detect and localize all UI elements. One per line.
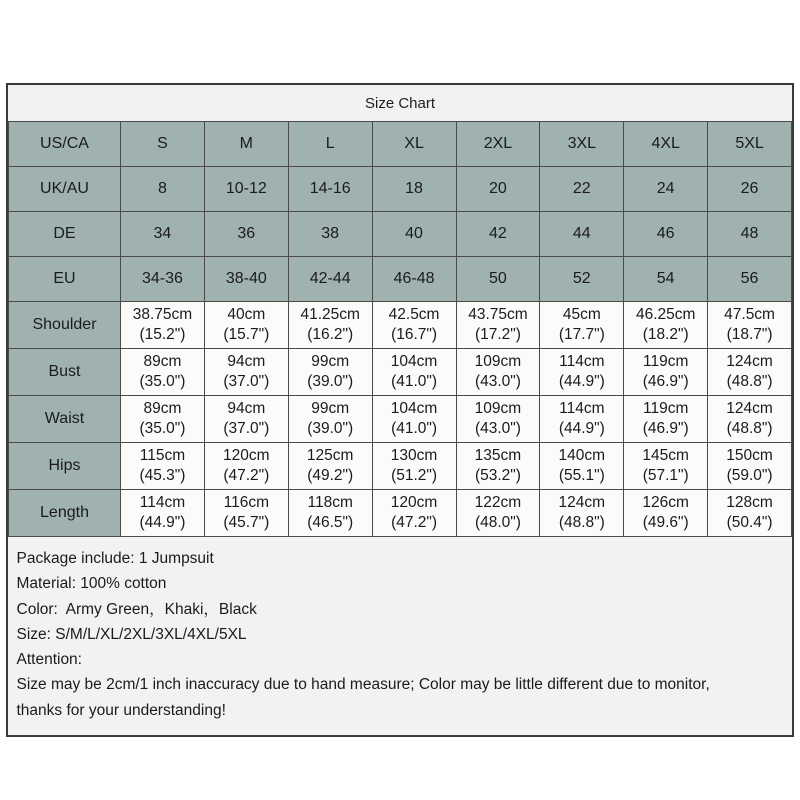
cell-shoulder-1-inch: (15.7")	[223, 326, 270, 343]
row-label-waist: Waist	[9, 396, 121, 443]
cell-shoulder-7-cm: 47.5cm	[724, 305, 775, 323]
cell-length-2	[288, 490, 372, 537]
cell-waist-3	[372, 396, 456, 443]
cell-waist-7-cm: 124cm	[726, 399, 773, 417]
cell-hips-5-inch: (55.1")	[558, 467, 605, 484]
cell-length-3-inch: (47.2")	[391, 514, 438, 531]
cell-bust-6-inch: (46.9")	[642, 373, 689, 390]
cell-hips-1-inch: (47.2")	[223, 467, 270, 484]
cell-de-2: 38	[288, 212, 372, 257]
size-chart-body	[9, 85, 792, 735]
cell-bust-3	[372, 349, 456, 396]
cell-eu-5: 52	[540, 257, 624, 302]
cell-bust-3-cm: 104cm	[390, 352, 438, 370]
table-row-hips	[9, 443, 792, 490]
cell-length-6-inch: (49.6")	[642, 514, 689, 531]
note-size: Size: S/M/L/XL/2XL/3XL/4XL/5XL	[16, 625, 247, 643]
cell-shoulder-6-inch: (18.2")	[642, 326, 689, 343]
note-package-include: Package include: 1 Jumpsuit	[16, 550, 214, 567]
cell-length-7-cm: 128cm	[726, 493, 773, 511]
cell-us-ca-1: M	[204, 122, 288, 167]
cell-us-ca-3: XL	[372, 122, 456, 167]
cell-eu-7: 56	[708, 257, 792, 302]
cell-us-ca-5: 3XL	[540, 122, 624, 167]
cell-bust-1-cm: 94cm	[227, 352, 266, 370]
cell-bust-6-cm: 119cm	[643, 352, 689, 370]
row-label-uk-au: UK/AU	[9, 167, 121, 212]
cell-hips-5	[540, 443, 624, 490]
cell-bust-4	[456, 349, 540, 396]
chart-title-row	[9, 85, 792, 122]
cell-de-0: 34	[121, 212, 205, 257]
cell-bust-4-cm: 109cm	[474, 352, 522, 370]
cell-bust-0-cm: 89cm	[143, 352, 182, 370]
cell-length-5-inch: (48.8")	[558, 514, 605, 531]
product-notes-row	[9, 537, 792, 735]
row-label-shoulder: Shoulder	[9, 302, 121, 349]
cell-eu-3: 46-48	[372, 257, 456, 302]
cell-bust-7-cm: 124cm	[726, 352, 773, 370]
cell-hips-3-cm: 130cm	[390, 446, 438, 464]
cell-shoulder-4	[456, 302, 540, 349]
cell-uk-au-3: 18	[372, 167, 456, 212]
row-label-hips: Hips	[9, 443, 121, 490]
cell-uk-au-5: 22	[540, 167, 624, 212]
cell-hips-7-cm: 150cm	[726, 446, 773, 464]
cell-uk-au-2: 14-16	[288, 167, 372, 212]
cell-length-0-inch: (44.9")	[139, 514, 186, 531]
cell-waist-5-cm: 114cm	[559, 399, 605, 417]
cell-hips-4-inch: (53.2")	[474, 467, 521, 484]
cell-length-3	[372, 490, 456, 537]
cell-us-ca-6: 4XL	[624, 122, 708, 167]
table-row-uk-au	[9, 167, 792, 212]
cell-hips-0-cm: 115cm	[139, 446, 186, 464]
cell-waist-1-inch: (37.0")	[223, 420, 270, 437]
cell-hips-3-inch: (51.2")	[391, 467, 438, 484]
cell-us-ca-2: L	[288, 122, 372, 167]
cell-shoulder-2	[288, 302, 372, 349]
cell-de-4: 42	[456, 212, 540, 257]
cell-waist-7-inch: (48.8")	[726, 420, 773, 437]
cell-waist-2-inch: (39.0")	[307, 420, 354, 437]
cell-length-0-cm: 114cm	[139, 493, 186, 511]
cell-waist-0	[121, 396, 205, 443]
cell-waist-1-cm: 94cm	[227, 399, 266, 417]
cell-bust-6	[624, 349, 708, 396]
row-label-bust: Bust	[9, 349, 121, 396]
cell-hips-2-inch: (49.2")	[307, 467, 354, 484]
table-row-eu	[9, 257, 792, 302]
cell-waist-6	[624, 396, 708, 443]
cell-hips-6-cm: 145cm	[642, 446, 689, 464]
cell-length-1-cm: 116cm	[223, 493, 269, 511]
cell-hips-2	[288, 443, 372, 490]
cell-bust-0	[121, 349, 205, 396]
cell-hips-4-cm: 135cm	[474, 446, 522, 464]
cell-us-ca-0: S	[121, 122, 205, 167]
cell-waist-0-inch: (35.0")	[139, 420, 186, 437]
cell-length-5	[540, 490, 624, 537]
cell-shoulder-7	[708, 302, 792, 349]
cell-bust-7-inch: (48.8")	[726, 373, 773, 390]
cell-shoulder-2-cm: 41.25cm	[300, 305, 360, 323]
table-row-waist	[9, 396, 792, 443]
cell-shoulder-1-cm: 40cm	[227, 305, 266, 323]
cell-waist-0-cm: 89cm	[143, 399, 182, 417]
cell-waist-4-cm: 109cm	[474, 399, 522, 417]
cell-shoulder-2-inch: (16.2")	[307, 326, 354, 343]
cell-length-6-cm: 126cm	[642, 493, 689, 511]
cell-shoulder-4-cm: 43.75cm	[468, 305, 528, 323]
cell-length-3-cm: 120cm	[390, 493, 438, 511]
cell-bust-7	[708, 349, 792, 396]
cell-bust-5-cm: 114cm	[559, 352, 605, 370]
row-label-length: Length	[9, 490, 121, 537]
cell-waist-3-cm: 104cm	[390, 399, 438, 417]
cell-bust-0-inch: (35.0")	[139, 373, 186, 390]
cell-de-3: 40	[372, 212, 456, 257]
cell-length-5-cm: 124cm	[558, 493, 606, 511]
cell-waist-2-cm: 99cm	[311, 399, 350, 417]
table-row-bust	[9, 349, 792, 396]
cell-uk-au-0: 8	[121, 167, 205, 212]
table-row-shoulder	[9, 302, 792, 349]
cell-de-5: 44	[540, 212, 624, 257]
cell-hips-1	[204, 443, 288, 490]
cell-de-1: 36	[204, 212, 288, 257]
cell-length-0	[121, 490, 205, 537]
cell-waist-2	[288, 396, 372, 443]
cell-length-4-inch: (48.0")	[474, 514, 521, 531]
table-row-us-ca	[9, 122, 792, 167]
size-chart-table	[8, 85, 792, 735]
chart-title: Size Chart	[9, 85, 792, 122]
cell-de-6: 46	[624, 212, 708, 257]
note-attention-body-1: Size may be 2cm/1 inch inaccuracy due to hand measure; Color may be little different due to monitor,	[16, 676, 710, 694]
cell-shoulder-3-cm: 42.5cm	[388, 305, 440, 323]
cell-bust-5-inch: (44.9")	[558, 373, 605, 390]
cell-de-7: 48	[708, 212, 792, 257]
cell-hips-6-inch: (57.1")	[642, 467, 689, 484]
cell-shoulder-5-cm: 45cm	[562, 305, 601, 323]
size-chart-card	[6, 83, 794, 737]
cell-eu-6: 54	[624, 257, 708, 302]
cell-bust-1-inch: (37.0")	[223, 373, 270, 390]
note-attention-heading: Attention:	[16, 651, 82, 668]
cell-hips-7	[708, 443, 792, 490]
cell-waist-6-cm: 119cm	[643, 399, 689, 417]
cell-shoulder-5-inch: (17.7")	[558, 326, 605, 343]
cell-hips-6	[624, 443, 708, 490]
cell-length-2-cm: 118cm	[307, 493, 353, 511]
cell-length-4-cm: 122cm	[474, 493, 522, 511]
cell-shoulder-0-cm: 38.75cm	[132, 305, 193, 323]
cell-hips-5-cm: 140cm	[558, 446, 606, 464]
cell-length-1	[204, 490, 288, 537]
cell-length-4	[456, 490, 540, 537]
cell-eu-0: 34-36	[121, 257, 205, 302]
cell-hips-2-cm: 125cm	[306, 446, 354, 464]
row-label-us-ca: US/CA	[9, 122, 121, 167]
cell-hips-1-cm: 120cm	[223, 446, 270, 464]
cell-uk-au-4: 20	[456, 167, 540, 212]
table-row-length	[9, 490, 792, 537]
cell-shoulder-6	[624, 302, 708, 349]
cell-waist-7	[708, 396, 792, 443]
cell-us-ca-7: 5XL	[708, 122, 792, 167]
cell-hips-3	[372, 443, 456, 490]
cell-bust-5	[540, 349, 624, 396]
cell-shoulder-4-inch: (17.2")	[474, 326, 521, 343]
cell-bust-4-inch: (43.0")	[474, 373, 521, 390]
cell-shoulder-1	[204, 302, 288, 349]
cell-bust-3-inch: (41.0")	[391, 373, 438, 390]
cell-length-1-inch: (45.7")	[223, 514, 270, 531]
cell-eu-4: 50	[456, 257, 540, 302]
cell-bust-2	[288, 349, 372, 396]
cell-hips-7-inch: (59.0")	[726, 467, 773, 484]
cell-shoulder-3-inch: (16.7")	[391, 326, 438, 343]
cell-bust-2-cm: 99cm	[311, 352, 350, 370]
cell-bust-1	[204, 349, 288, 396]
cell-waist-4	[456, 396, 540, 443]
cell-eu-2: 42-44	[288, 257, 372, 302]
cell-uk-au-6: 24	[624, 167, 708, 212]
note-attention-body-2: thanks for your understanding!	[16, 701, 226, 719]
table-row-de	[9, 212, 792, 257]
cell-bust-2-inch: (39.0")	[307, 373, 354, 390]
cell-waist-4-inch: (43.0")	[474, 420, 521, 437]
cell-us-ca-4: 2XL	[456, 122, 540, 167]
row-label-de: DE	[9, 212, 121, 257]
cell-eu-1: 38-40	[204, 257, 288, 302]
cell-hips-4	[456, 443, 540, 490]
cell-length-2-inch: (46.5")	[307, 514, 354, 531]
cell-waist-6-inch: (46.9")	[642, 420, 689, 437]
cell-shoulder-0-inch: (15.2")	[139, 326, 186, 343]
cell-length-7	[708, 490, 792, 537]
cell-waist-1	[204, 396, 288, 443]
product-notes	[9, 537, 792, 735]
cell-shoulder-7-inch: (18.7")	[726, 326, 773, 343]
cell-uk-au-1: 10-12	[204, 167, 288, 212]
note-color: Color: Army Green，Khaki，Black	[16, 600, 257, 618]
cell-shoulder-0	[121, 302, 205, 349]
cell-length-7-inch: (50.4")	[726, 514, 773, 531]
cell-hips-0	[121, 443, 205, 490]
cell-shoulder-6-cm: 46.25cm	[635, 305, 696, 323]
cell-shoulder-5	[540, 302, 624, 349]
cell-shoulder-3	[372, 302, 456, 349]
cell-hips-0-inch: (45.3")	[139, 467, 186, 484]
cell-waist-5-inch: (44.9")	[558, 420, 605, 437]
cell-length-6	[624, 490, 708, 537]
cell-uk-au-7: 26	[708, 167, 792, 212]
note-material: Material: 100% cotton	[16, 575, 167, 593]
row-label-eu: EU	[9, 257, 121, 302]
cell-waist-3-inch: (41.0")	[391, 420, 438, 437]
cell-waist-5	[540, 396, 624, 443]
